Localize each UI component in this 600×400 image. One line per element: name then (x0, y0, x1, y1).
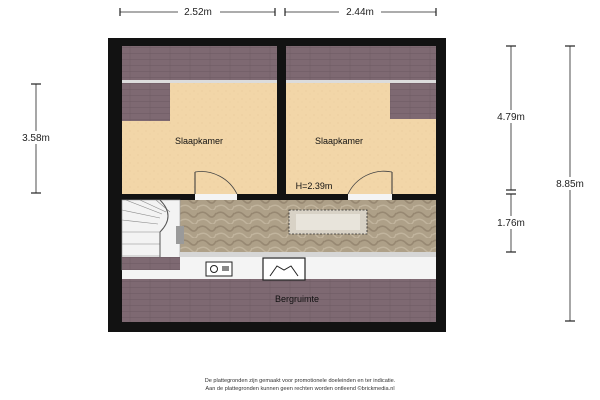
dimension-height-right-lower (489, 194, 533, 252)
door-opening-left (195, 194, 237, 200)
dimension-width-left (120, 5, 275, 18)
width-left-label: 2.52m (184, 7, 212, 18)
height-right-lower-label: 1.76m (497, 218, 525, 229)
bedroom-right-label: Slaapkamer (314, 136, 364, 146)
width-right-label: 2.44m (346, 7, 374, 18)
height-total-label: 8.85m (556, 179, 584, 190)
dimension-height-left (14, 84, 58, 193)
dimension-width-right (285, 5, 436, 18)
dimension-height-right-upper (489, 46, 533, 190)
height-left-label: 3.58m (22, 133, 50, 144)
ceiling-height-label: H=2.39m (295, 181, 333, 191)
storage-label: Bergruimte (274, 294, 320, 304)
knee-wall-right (286, 80, 436, 83)
roof-slope-top-right (286, 46, 436, 80)
washing-machine (206, 262, 232, 276)
roof-slope-top-left (122, 46, 277, 80)
bedroom-left-label: Slaapkamer (174, 136, 224, 146)
height-right-upper-label: 4.79m (497, 112, 525, 123)
dimension-height-total (547, 46, 593, 321)
disclaimer-line-1: De plattegronden zijn gemaakt voor promotionele doeleinden en ter indicatie. (204, 378, 396, 384)
roof-corner-right (390, 83, 436, 119)
storage-divider (180, 252, 436, 257)
dividing-wall (277, 46, 286, 194)
door-opening-right (348, 194, 392, 200)
central-heating-unit (263, 258, 305, 280)
knee-wall-left (122, 80, 277, 83)
roof-corner-left (122, 83, 170, 121)
disclaimer-line-2: Aan de plattegronden kunnen geen rechten worden ontleend ©brickmedia.nl (205, 386, 395, 392)
